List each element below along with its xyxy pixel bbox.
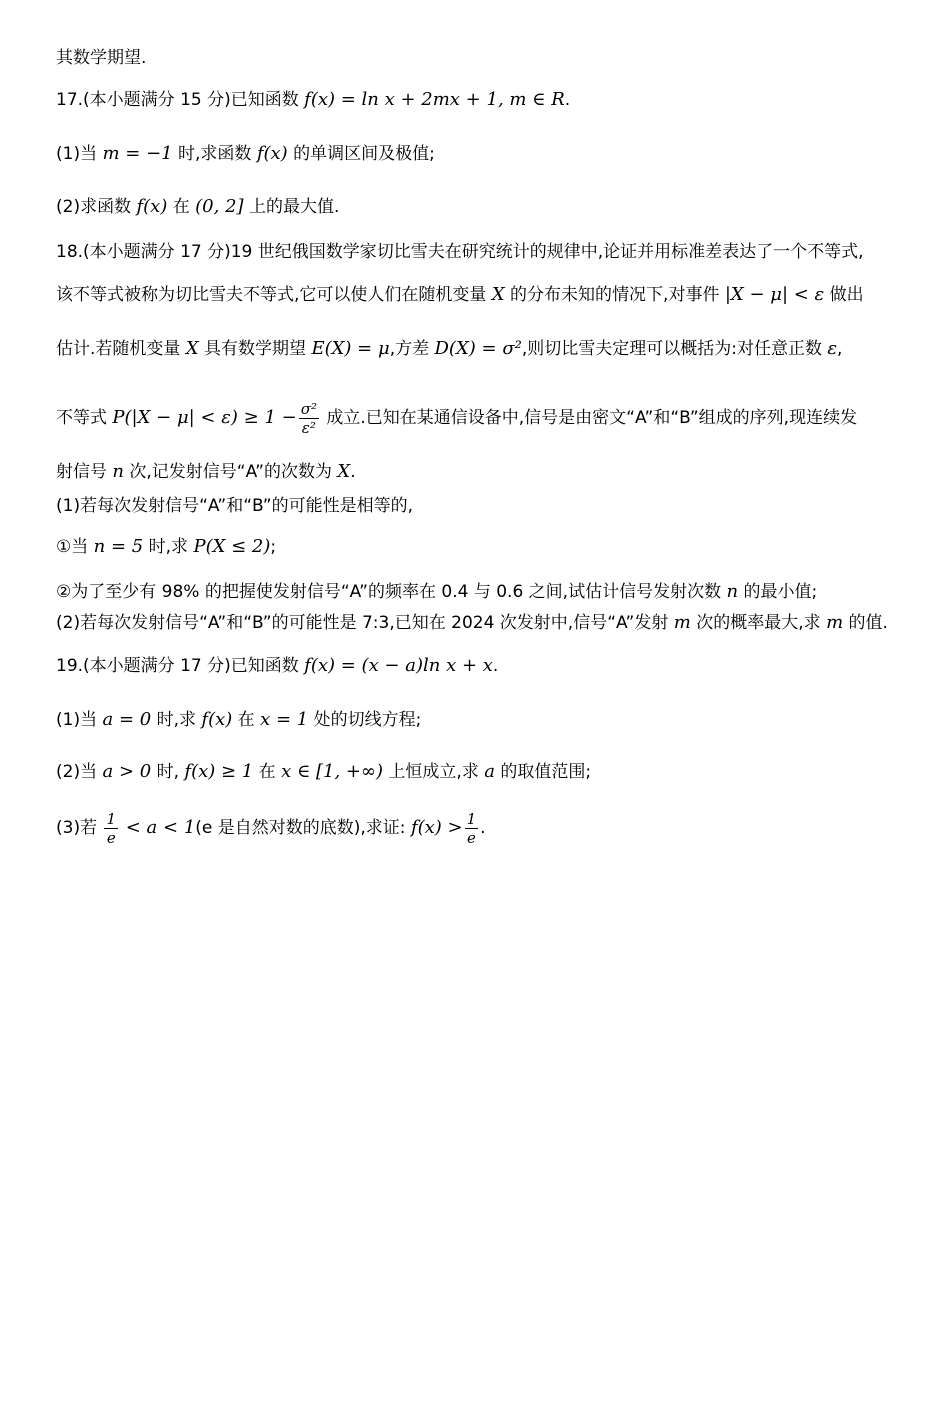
problem-17-part-2 [56, 195, 916, 219]
text: (2)若每次发射信号“A”和“B”的可能性是 7:3,已知在 2024 次发射中,信号“A”发射 [56, 613, 674, 633]
problem-18-part-1 [56, 494, 916, 518]
text: 在 [232, 710, 261, 730]
fraction [465, 810, 479, 847]
text: 次,记发射信号“A”的次数为 [124, 462, 338, 482]
text: ②为了至少有 98% 的把握使发射信号“A”的频率在 0.4 与 0.6 之间,试估计信号发射次数 [56, 582, 727, 602]
problem-19-statement [56, 654, 916, 678]
math-expression: m = −1 [102, 143, 173, 164]
text: 上恒成立,求 [383, 762, 485, 782]
text: 其数学期望. [56, 48, 147, 68]
text: . [492, 656, 499, 676]
text: ,方差 [389, 339, 435, 359]
text: 上的最大值. [243, 197, 340, 217]
text: 的分布未知的情况下,对事件 [504, 285, 725, 305]
text: 18.(本小题满分 17 分)19 世纪俄国数学家切比雪夫在研究统计的规律中,论证并用标准差表达了一个不等式, [56, 242, 864, 262]
text: (e 是自然对数的底数),求证: [195, 818, 411, 838]
math-expression: m [826, 612, 844, 633]
text: (1)当 [56, 710, 103, 730]
math-expression: x = 1 [260, 709, 309, 730]
text: 该不等式被称为切比雪夫不等式,它可以使人们在随机变量 [56, 285, 492, 305]
text: 在 [253, 762, 282, 782]
math-expression: ε [827, 338, 838, 359]
text: 估计.若随机变量 [56, 339, 186, 359]
text: (2)当 [56, 762, 103, 782]
math-expression: f(x) [136, 196, 168, 217]
fraction [104, 810, 118, 847]
math-expression: f(x) ≥ 1 [184, 761, 254, 782]
text: 射信号 [56, 462, 113, 482]
text: 时,求 [143, 537, 194, 557]
text: . [350, 462, 356, 482]
text: 成立.已知在某通信设备中,信号是由密文“A”和“B”组成的序列,现连续发 [320, 408, 858, 428]
text: 具有数学期望 [198, 339, 312, 359]
problem-18-statement-line-1 [56, 240, 916, 264]
text: 时, [151, 762, 185, 782]
math-expression: n [726, 581, 739, 602]
text: ①当 [56, 537, 94, 557]
fraction-numerator: σ² [300, 399, 317, 418]
text: 在 [167, 197, 196, 217]
math-expression: f(x) [201, 709, 233, 730]
math-expression: x ∈ [1, +∞) [281, 761, 384, 782]
problem-18-statement-line-4 [56, 398, 916, 438]
math-expression: X [185, 338, 199, 359]
text: 19.(本小题满分 17 分)已知函数 [56, 656, 305, 676]
math-expression: f(x) [256, 143, 288, 164]
math-expression: |X − μ| < ε [724, 284, 825, 305]
text: . [480, 818, 486, 838]
text-line-1 [56, 46, 916, 70]
text: 做出 [824, 285, 864, 305]
math-expression: f(x) = ln x + 2mx + 1, m ∈ R [304, 89, 565, 110]
math-expression: D(X) = σ² [434, 338, 522, 359]
problem-17-statement [56, 88, 916, 112]
math-expression: m [673, 612, 691, 633]
problem-18-statement-line-3 [56, 337, 916, 361]
text: (1)若每次发射信号“A”和“B”的可能性是相等的, [56, 496, 413, 516]
fraction-denominator: e [106, 828, 116, 847]
fraction-denominator: ε² [301, 418, 316, 437]
text: 17.(本小题满分 15 分)已知函数 [56, 90, 305, 110]
text: . [564, 90, 571, 110]
text: ,则切比雪夫定理可以概括为:对任意正数 [521, 339, 828, 359]
problem-19-part-3 [56, 808, 916, 848]
fraction [299, 400, 319, 437]
text: (3)若 [56, 818, 103, 838]
math-expression: X [337, 461, 351, 482]
math-expression: f(x) = (x − a)ln x + x [304, 655, 493, 676]
math-expression: n = 5 [93, 536, 144, 557]
text: 时,求 [151, 710, 202, 730]
problem-18-statement-line-2 [56, 283, 916, 307]
math-expression: E(X) = μ [311, 338, 390, 359]
text: 次的概率最大,求 [690, 613, 827, 633]
fraction-denominator: e [466, 828, 476, 847]
math-expression: a = 0 [102, 709, 152, 730]
math-expression: P(X ≤ 2) [193, 536, 271, 557]
problem-18-part-1-sub-2 [56, 580, 916, 604]
math-expression: X [491, 284, 505, 305]
text: 处的切线方程; [308, 710, 422, 730]
math-expression: < a < 1 [120, 817, 196, 838]
text: (2)求函数 [56, 197, 137, 217]
fraction-numerator: 1 [466, 809, 477, 828]
problem-18-part-1-sub-1 [56, 535, 916, 559]
text: ; [270, 537, 277, 557]
math-expression: P(|X − μ| < ε) ≥ 1 − [112, 407, 297, 428]
text: 的取值范围; [494, 762, 592, 782]
text: 时,求函数 [172, 144, 257, 164]
text: (1)当 [56, 144, 103, 164]
problem-17-part-1 [56, 142, 916, 166]
math-expression: a [484, 761, 495, 782]
text: 的值. [843, 613, 888, 633]
problem-19-part-1 [56, 708, 916, 732]
text: , [837, 339, 843, 359]
problem-18-statement-line-5 [56, 460, 916, 484]
math-expression: a > 0 [102, 761, 152, 782]
text: 不等式 [56, 408, 113, 428]
text: 的单调区间及极值; [287, 144, 435, 164]
math-expression: n [112, 461, 124, 482]
math-expression: (0, 2] [195, 196, 244, 217]
fraction-numerator: 1 [106, 809, 117, 828]
math-expression: f(x) > [410, 817, 463, 838]
text: 的最小值; [738, 582, 818, 602]
problem-19-part-2 [56, 760, 916, 784]
problem-18-part-2 [56, 611, 916, 635]
